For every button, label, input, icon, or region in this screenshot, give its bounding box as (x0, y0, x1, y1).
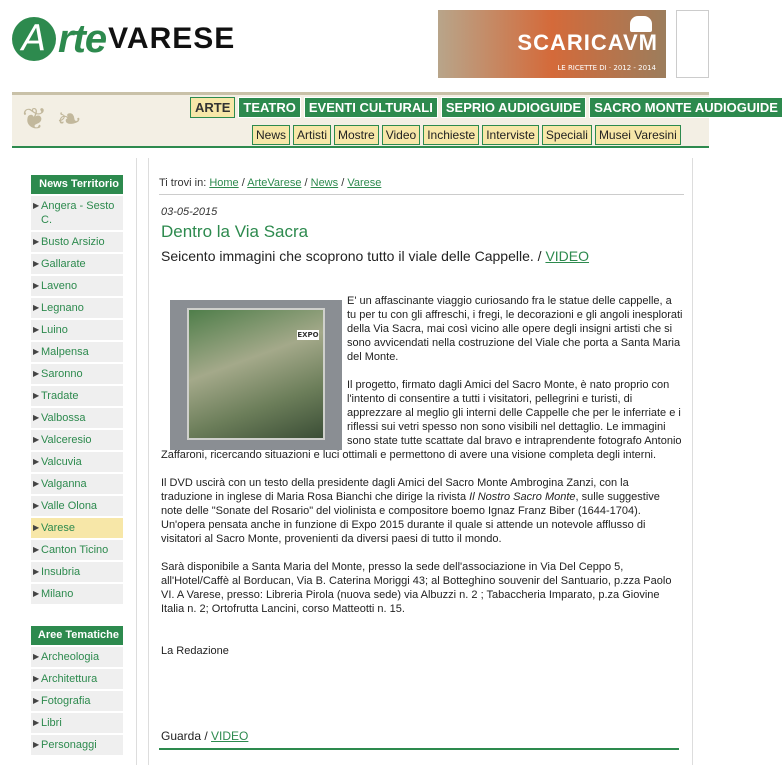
arrow-icon: ▶ (33, 652, 40, 661)
sidebar-item-label: Valganna (41, 478, 87, 490)
subtitle-video-link[interactable]: VIDEO (545, 248, 590, 264)
breadcrumb-artevarese[interactable]: ArteVarese (247, 177, 302, 189)
guarda-label: Guarda (161, 729, 202, 743)
article-paragraph: Zaffaroni, ricercando situazioni e luci ottimali e permettono di avere una visione completa degli interni. (161, 449, 657, 461)
arrow-icon: ▶ (33, 391, 40, 400)
article-signature: La Redazione (161, 645, 229, 657)
guarda-divider (159, 748, 679, 750)
side-banner[interactable] (676, 10, 709, 78)
subtitle-text: Seicento immagini che scoprono tutto il viale delle Cappelle. (161, 248, 534, 264)
nav-tab-seprio-audioguide[interactable]: SEPRIO AUDIOGUIDE (441, 97, 586, 118)
sidebar-item[interactable] (31, 408, 123, 430)
header (0, 0, 709, 92)
subnav-news[interactable]: News (252, 125, 290, 145)
banner-badge: VM (623, 30, 658, 55)
arrow-icon: ▶ (33, 259, 40, 268)
sidebar-item[interactable] (31, 452, 123, 474)
sidebar-item-label: Canton Ticino (41, 544, 109, 556)
arrow-icon: ▶ (33, 413, 40, 422)
sidebar-item[interactable] (31, 691, 123, 713)
nav-main (190, 97, 783, 118)
banner-sub: LE RICETTE DI · 2012 - 2014 (557, 64, 656, 72)
magazine-title: Il Nostro Sacro Monte (469, 491, 576, 503)
subnav-mostre[interactable]: Mostre (334, 125, 379, 145)
arrow-icon: ▶ (33, 347, 40, 356)
arrow-icon: ▶ (33, 369, 40, 378)
sidebar-item-label: Insubria (41, 566, 81, 578)
sidebar-item[interactable] (31, 196, 123, 232)
sidebar-item[interactable] (31, 518, 123, 540)
article-subtitle: Seicento immagini che scoprono tutto il viale delle Cappelle. / VIDEO (161, 248, 590, 264)
sidebar-item-label: Valcuvia (41, 456, 82, 468)
logo-artevarese[interactable] (12, 14, 235, 64)
arrow-icon: ▶ (33, 718, 40, 727)
article-title: Dentro la Via Sacra (161, 222, 309, 241)
sidebar-item[interactable] (31, 584, 123, 606)
logo-varese-text: VARESE (108, 22, 236, 55)
scarica-banner[interactable] (438, 10, 666, 78)
sidebar-item[interactable] (31, 386, 123, 408)
sidebar-item-label: Saronno (41, 368, 83, 380)
sidebar-item-label: Malpensa (41, 346, 89, 358)
sidebar-item[interactable] (31, 669, 123, 691)
nav-tab-teatro[interactable]: TEATRO (238, 97, 300, 118)
nav-tab-sacro-monte-audioguide[interactable]: SACRO MONTE AUDIOGUIDE (589, 97, 783, 118)
sidebar-item-label: Legnano (41, 302, 84, 314)
arrow-icon: ▶ (33, 457, 40, 466)
subnav-speciali[interactable]: Speciali (542, 125, 592, 145)
arrow-icon: ▶ (33, 545, 40, 554)
sidebar-item[interactable] (31, 298, 123, 320)
guarda-row: Guarda / VIDEO (161, 729, 249, 743)
sidebar-item[interactable] (31, 474, 123, 496)
article-date: 03-05-2015 (161, 206, 218, 218)
sidebar-item-label: Gallarate (41, 258, 86, 270)
arrow-icon: ▶ (33, 303, 40, 312)
arrow-icon: ▶ (33, 325, 40, 334)
sidebar-heading-news: News Territorio (31, 175, 123, 194)
sidebar (12, 158, 137, 765)
sidebar-item[interactable] (31, 496, 123, 518)
sidebar-item-label: Luino (41, 324, 68, 336)
subnav-inchieste[interactable]: Inchieste (423, 125, 479, 145)
sidebar-item[interactable] (31, 647, 123, 669)
article-paragraph: Sarà disponibile a Santa Maria del Monte, presso la sede dell'associazione in Via Del Ceppo 5, all'Hotel/Caffè al Borducan, Via B. Caterina Moriggi 43; al Botteghino souvenir del Santuario, p.zza Paolo VI. A Varese, presso: Libreria Pirola (nuova sede) via Albuzzi n. 2 ; Tabaccheria Imparato, p.za Giovine Italia n. 2; Ortofrutta Lancini, corso Matteotti n. 15. (161, 561, 672, 615)
sidebar-item[interactable] (31, 364, 123, 386)
logo-arte-text: rte (58, 16, 107, 61)
article-paragraph: Il DVD uscirà con un testo della presidente dagli Amici del Sacro Monte Ambrogina Zanzi, con la traduzione in inglese di Maria Rosa Bianchi che dirige la rivista Il Nostro Sacro Monte, sulle suggestive note delle "Sonate del Rosario" del violinista e compositore boemo Ignaz Franz Biber (1644-1704). (161, 477, 660, 517)
article-body (161, 292, 683, 658)
arrow-icon: ▶ (33, 281, 40, 290)
sidebar-item[interactable] (31, 254, 123, 276)
arrow-icon: ▶ (33, 435, 40, 444)
main-nav (12, 92, 778, 146)
breadcrumb-news[interactable]: News (310, 177, 339, 189)
sidebar-item-label: Valle Olona (41, 500, 98, 512)
nav-divider (12, 146, 709, 148)
sidebar-item-label: Tradate (41, 390, 79, 402)
nav-tab-arte[interactable]: ARTE (190, 97, 235, 118)
sidebar-item[interactable] (31, 562, 123, 584)
article-paragraph: Il progetto, firmato dagli Amici del Sacro Monte, è nato proprio con l'intento di consentire a tutti i visitatori, pellegrini e turisti, di apprezzare al meglio gli interni delle Cappelle che per le inferriate e i riflessi sui vetri spesso non sono visibili nel dettaglio. Le immagini sono state tutte scattate dal bravo e intraprendente fotografo Antonio (347, 379, 682, 447)
breadcrumb-varese[interactable]: Varese (347, 177, 382, 189)
arrow-icon: ▶ (33, 201, 40, 210)
sidebar-item-label: Libri (41, 717, 62, 729)
sidebar-item[interactable] (31, 430, 123, 452)
breadcrumb-home[interactable]: Home (209, 177, 239, 189)
nav-sub (252, 125, 681, 145)
sidebar-item[interactable] (31, 276, 123, 298)
sidebar-item-label: Valbossa (41, 412, 86, 424)
sidebar-item-label: Archeologia (41, 651, 100, 663)
sidebar-item-label: Angera - Sesto C. (41, 200, 115, 226)
article-paragraph: E' un affascinante viaggio curiosando fra le statue delle cappelle, a tu per tu con gli affreschi, i fregi, le decorazioni e gli angoli inesplorati della Via Sacra, mai così vicino alle opere degli insigni artisti che si sono avvicendati nella costruzione del Viale che porta a Santa Maria del Monte. (347, 295, 683, 363)
breadcrumb: Ti trovi in: Home / ArteVarese / News / Varese (159, 177, 382, 189)
sidebar-item[interactable] (31, 735, 123, 757)
sidebar-item-label: Fotografia (41, 695, 91, 707)
sidebar-item[interactable] (31, 232, 123, 254)
sidebar-item-label: Varese (41, 522, 76, 534)
sidebar-item-label: Valceresio (41, 434, 92, 446)
arrow-icon: ▶ (33, 501, 40, 510)
sidebar-news-list (31, 196, 123, 606)
banner-text: SCARICAVM (517, 30, 658, 55)
logo-mark: A (12, 17, 56, 61)
sidebar-item-label: Milano (41, 588, 74, 600)
sidebar-item[interactable] (31, 342, 123, 364)
breadcrumb-prefix: Ti trovi in: (159, 177, 207, 189)
breadcrumb-divider (159, 194, 684, 195)
subnav-interviste[interactable]: Interviste (482, 125, 539, 145)
arrow-icon: ▶ (33, 479, 40, 488)
sidebar-item-label: Architettura (41, 673, 98, 685)
guarda-video-link[interactable]: VIDEO (211, 729, 249, 743)
ornament-icon: ❦ ❧ (22, 102, 82, 137)
sidebar-aree-list (31, 647, 123, 757)
subnav-musei-varesini[interactable]: Musei Varesini (595, 125, 681, 145)
sidebar-item-label: Laveno (41, 280, 78, 292)
nav-tab-eventi-culturali[interactable]: EVENTI CULTURALI (304, 97, 438, 118)
arrow-icon: ▶ (33, 523, 40, 532)
sidebar-heading-aree: Aree Tematiche (31, 626, 123, 645)
arrow-icon: ▶ (33, 237, 40, 246)
sidebar-item[interactable] (31, 713, 123, 735)
arrow-icon: ▶ (33, 567, 40, 576)
expo-logo: EXPO (297, 331, 319, 339)
sidebar-item-label: Busto Arsizio (41, 236, 105, 248)
arrow-icon: ▶ (33, 589, 40, 598)
sidebar-item[interactable] (31, 540, 123, 562)
article-paragraph: Un'opera pensata anche in funzione di Expo 2015 durante il quale si attende un notevole afflusso di visitatori al Sacro Monte, provenienti da diversi paesi di tutto il mondo. (161, 519, 646, 545)
arrow-icon: ▶ (33, 696, 40, 705)
arrow-icon: ▶ (33, 740, 40, 749)
arrow-icon: ▶ (33, 674, 40, 683)
subnav-artisti[interactable]: Artisti (293, 125, 331, 145)
sidebar-item[interactable] (31, 320, 123, 342)
subnav-video[interactable]: Video (382, 125, 420, 145)
sidebar-item-label: Personaggi (41, 739, 97, 751)
